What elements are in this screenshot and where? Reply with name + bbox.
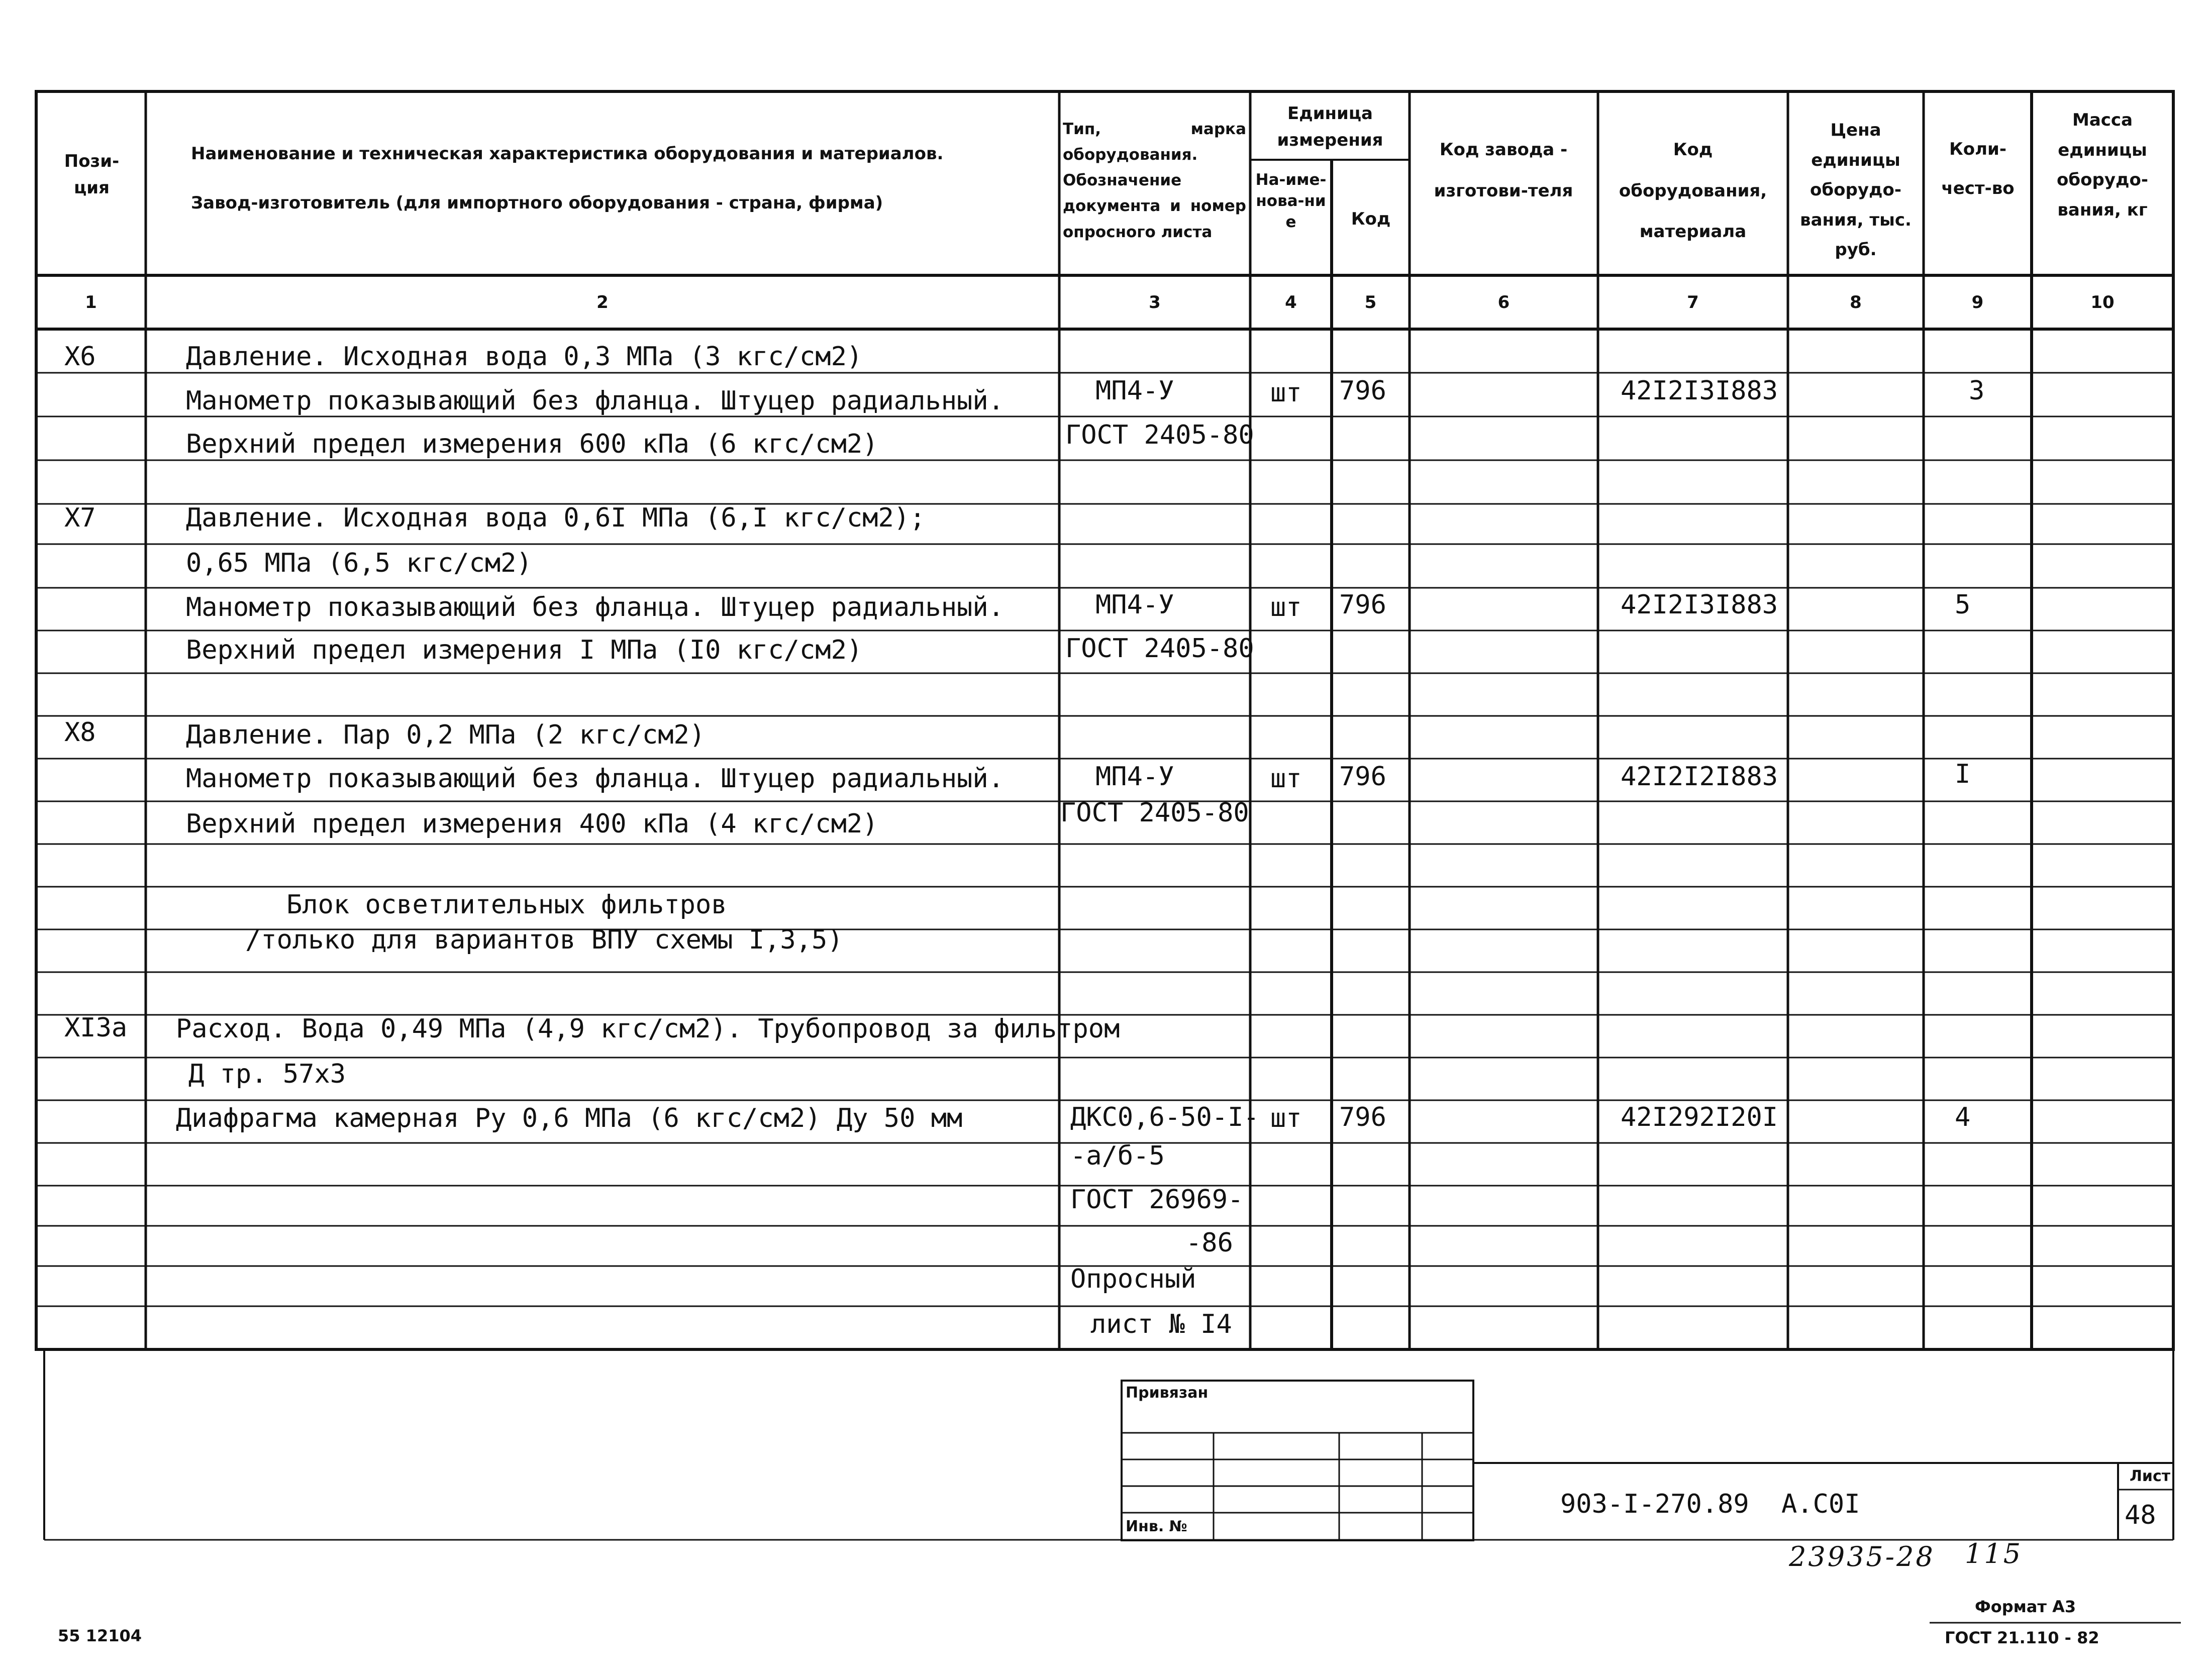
row-unit-code: 796 xyxy=(1339,1102,1386,1132)
header-mass: Масса единицы оборудо-вания, кг xyxy=(2057,110,2148,220)
row-position: Х7 xyxy=(64,503,96,533)
header-unit-name: На-име-нова-ние xyxy=(1255,171,1327,231)
row-unit: шт xyxy=(1270,592,1302,622)
sheet-label: Лист xyxy=(2130,1467,2171,1485)
format-label: Формат А3 xyxy=(1975,1597,2076,1616)
row-name: Давление. Пар 0,2 МПа (2 кгс/см2) xyxy=(186,720,706,750)
col-num-9: 9 xyxy=(1971,292,1984,312)
header-equipment-code: Код оборудования, материала xyxy=(1619,140,1767,242)
col-num-3: 3 xyxy=(1149,292,1161,312)
row-position: ХI3а xyxy=(64,1013,128,1043)
col-num-7: 7 xyxy=(1687,292,1699,312)
left-code: 55 12104 xyxy=(58,1626,142,1645)
stamp-inv: Инв. № xyxy=(1126,1518,1187,1535)
col-num-8: 8 xyxy=(1850,292,1862,312)
handwritten-number: 23935-28 xyxy=(1789,1541,1935,1572)
document-sheet-code: А.С0I xyxy=(1781,1489,1860,1519)
row-unit: шт xyxy=(1270,378,1302,408)
col-num-5: 5 xyxy=(1364,292,1377,312)
row-name: Манометр показывающий без фланца. Штуцер радиальный. xyxy=(186,386,1004,416)
col-num-10: 10 xyxy=(2090,292,2115,312)
row-quantity: I xyxy=(1955,759,1971,789)
row-unit: шт xyxy=(1270,764,1302,794)
row-type: ГОСТ 2405-80 xyxy=(1065,420,1254,450)
gost-label: ГОСТ 21.110 - 82 xyxy=(1945,1628,2099,1647)
row-name: Д тр. 57х3 xyxy=(188,1059,346,1089)
row-unit-code: 796 xyxy=(1339,376,1386,406)
row-name: Диафрагма камерная Ру 0,6 МПа (6 кгс/см2) Ду 50 мм xyxy=(176,1103,963,1133)
header-type: Тип, марка оборудования. Обозначение документа и номер опросного листа xyxy=(1063,120,1246,241)
row-equipment-code: 42I2I3I883 xyxy=(1621,590,1778,620)
row-quantity: 4 xyxy=(1955,1102,1971,1132)
row-quantity: 5 xyxy=(1955,590,1971,620)
row-type: МП4-У xyxy=(1095,762,1174,792)
row-equipment-code: 42I2I3I883 xyxy=(1621,376,1778,406)
row-name: Манометр показывающий без фланца. Штуцер радиальный. xyxy=(186,592,1004,622)
block-title-line1: Блок осветлительных фильтров xyxy=(286,890,727,920)
row-unit: шт xyxy=(1270,1103,1302,1133)
row-type: МП4-У xyxy=(1095,590,1174,620)
row-name: Верхний предел измерения 400 кПа (4 кгс/см2) xyxy=(186,809,878,839)
row-name: 0,65 МПа (6,5 кгс/см2) xyxy=(186,548,532,578)
row-type: лист № I4 xyxy=(1090,1309,1232,1339)
col-num-4: 4 xyxy=(1285,292,1297,312)
row-type: ГОСТ 2405-80 xyxy=(1060,798,1249,828)
header-name-line1: Наименование и техническая характеристика оборудования и материалов. xyxy=(191,144,944,164)
header-name-line2: Завод-изготовитель (для импортного оборудования - страна, фирма) xyxy=(191,193,883,213)
document-code: 903-I-270.89 xyxy=(1560,1489,1749,1519)
row-position: Х6 xyxy=(64,342,96,372)
row-unit-code: 796 xyxy=(1339,762,1386,792)
row-unit-code: 796 xyxy=(1339,590,1386,620)
row-name: Давление. Исходная вода 0,6I МПа (6,I кгс/см2); xyxy=(186,503,926,533)
row-position: Х8 xyxy=(64,717,96,748)
row-quantity: 3 xyxy=(1969,376,1985,406)
row-name: Расход. Вода 0,49 МПа (4,9 кгс/см2). Трубопровод за фильтром xyxy=(176,1014,1120,1044)
row-name: Верхний предел измерения I МПа (I0 кгс/см2) xyxy=(186,635,863,665)
row-equipment-code: 42I2I2I883 xyxy=(1621,762,1778,792)
row-name: Давление. Исходная вода 0,3 МПа (3 кгс/см2) xyxy=(186,342,863,372)
row-type: МП4-У xyxy=(1095,376,1174,406)
header-price: Цена единицы оборудо-вания, тыс. руб. xyxy=(1800,120,1912,260)
sheet-number: 48 xyxy=(2125,1500,2156,1530)
row-equipment-code: 42I292I20I xyxy=(1621,1102,1778,1132)
header-factory-code: Код завода - изготови-теля xyxy=(1434,140,1573,201)
row-name: Верхний предел измерения 600 кПа (6 кгс/см2) xyxy=(186,429,878,459)
row-name: Манометр показывающий без фланца. Штуцер радиальный. xyxy=(186,764,1004,794)
row-type: -а/б-5 xyxy=(1070,1141,1165,1171)
row-type: ГОСТ 26969- xyxy=(1070,1185,1244,1215)
header-unit: Единица измерения xyxy=(1277,103,1383,150)
row-type: Опросный xyxy=(1070,1264,1196,1294)
block-title-line2: /только для вариантов ВПУ схемы I,3,5) xyxy=(245,925,843,955)
stamp-privyazan: Привязан xyxy=(1126,1384,1209,1402)
header-position: Пози- ция xyxy=(64,151,120,198)
header-quantity: Коли-чест-во xyxy=(1941,139,2015,199)
row-type: -86 xyxy=(1186,1228,1233,1258)
col-num-6: 6 xyxy=(1497,292,1510,312)
handwritten-number-2: 115 xyxy=(1965,1538,2023,1569)
row-type: ДКС0,6-50-I- xyxy=(1070,1102,1259,1132)
col-num-2: 2 xyxy=(596,292,609,312)
header-unit-code: Код xyxy=(1351,209,1391,229)
col-num-1: 1 xyxy=(85,292,97,312)
row-type: ГОСТ 2405-80 xyxy=(1065,634,1254,664)
